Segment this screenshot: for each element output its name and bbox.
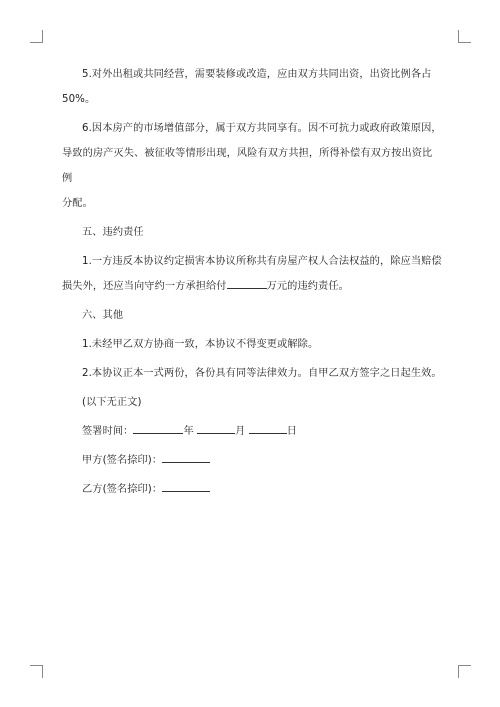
item6-line3: 分配。 [62, 198, 93, 209]
breach-clause-line2 [62, 274, 442, 299]
other-clause-1: 1.未经甲乙双方协商一致，本协议不得变更或解除。 [82, 339, 319, 350]
month-blank[interactable] [197, 423, 235, 434]
breach-clause-prefix: 损失外，还应当向守约一方承担给付 [62, 281, 227, 292]
party-b-label: 乙方(签名捺印)： [82, 484, 163, 495]
breach-clause-suffix: 万元的违约责任。 [266, 281, 349, 292]
item6-line2: 导致的房产灭失、被征收等情形出现，风险有双方共担，所得补偿有双方按出资比例 [62, 148, 433, 184]
item5-line2: 50%。 [62, 94, 96, 105]
section-heading-other: 六、其他 [82, 310, 124, 321]
party-a-signature-blank[interactable] [162, 452, 210, 463]
breach-clause-line1: 1.一方违反本协议约定损害本协议所称共有房屋产权人合法权益的，除应当赔偿 [82, 256, 442, 267]
end-note: (以下无正文) [82, 397, 142, 408]
party-b-signature-blank[interactable] [162, 481, 210, 492]
party-b-signature-line [62, 477, 442, 502]
item6-line1: 6.因本房产的市场增值部分，属于双方共同享有。因不可抗力或政府政策原因， [82, 123, 442, 134]
penalty-amount-blank[interactable] [227, 278, 267, 289]
year-label: 年 [183, 426, 194, 437]
signing-date-label: 签署时间： [82, 426, 134, 437]
day-label: 日 [286, 426, 298, 437]
signing-date-line [62, 419, 442, 444]
other-clause-2: 2.本协议正本一式两份，各份具有同等法律效力。自甲乙双方签字之日起生效。 [82, 368, 442, 379]
year-blank[interactable] [133, 423, 183, 434]
day-blank[interactable] [249, 423, 287, 434]
party-a-label: 甲方(签名捺印)： [82, 455, 163, 466]
month-label: 月 [235, 426, 246, 437]
crop-mark-bottom-left [30, 665, 43, 678]
document-body [62, 62, 442, 502]
item5-line1: 5.对外出租或共同经营，需要装修或改造，应由双方共同出资，出资比例各占 [82, 69, 432, 80]
crop-mark-top-left [30, 30, 43, 43]
section-heading-breach: 五、违约责任 [82, 227, 144, 238]
crop-mark-top-right [458, 30, 471, 43]
crop-mark-bottom-right [458, 665, 471, 678]
party-a-signature-line [62, 448, 442, 473]
